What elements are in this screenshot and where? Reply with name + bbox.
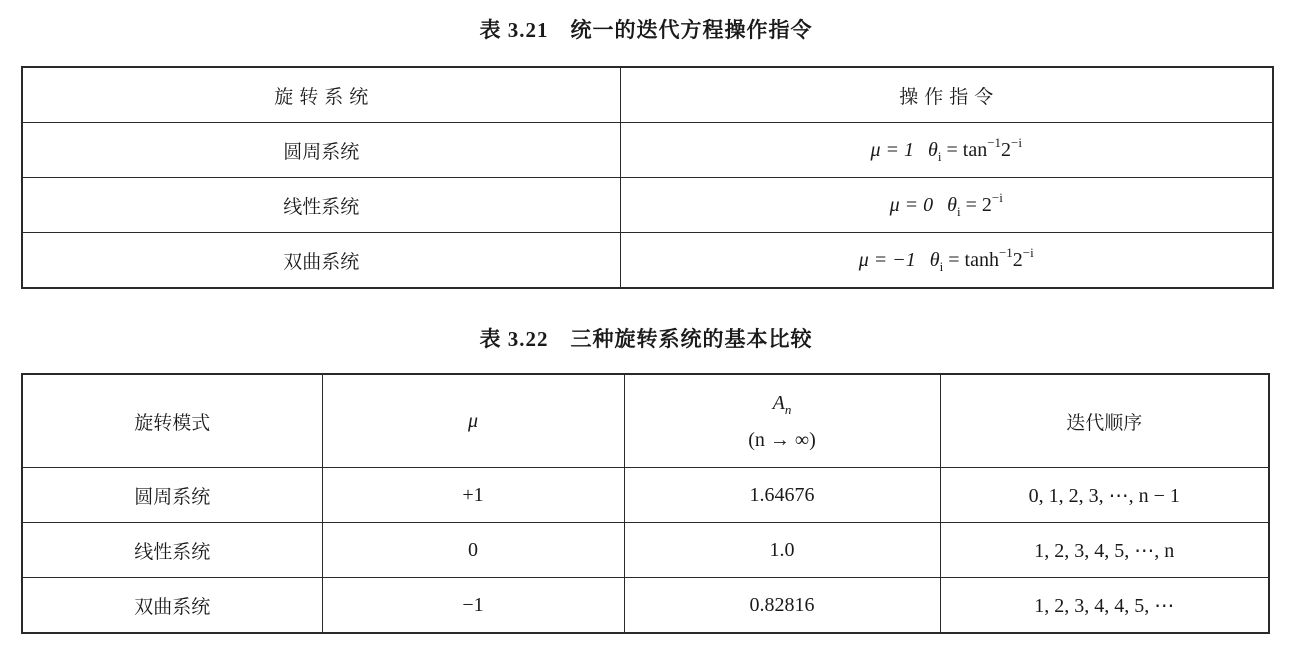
header-operation-instruction: 操 作 指 令	[620, 67, 1273, 123]
system-name: 双曲系统	[22, 233, 620, 289]
table-row	[22, 468, 1269, 523]
instruction-formula: μ = −1 $\theta_i = \tanh^{-1}2^{-i}$	[620, 233, 1273, 289]
rotation-comparison-table	[21, 373, 1270, 634]
header-rotation-mode: 旋转模式	[22, 374, 322, 468]
table-row	[22, 178, 1273, 233]
header-rotation-system: 旋 转 系 统	[22, 67, 620, 123]
table-row	[22, 233, 1273, 289]
mu-value: μ = −1	[858, 249, 916, 271]
header-iteration-order: 迭代顺序	[940, 374, 1269, 468]
an-value: 1.0	[624, 523, 940, 578]
mu-value: −1	[322, 578, 624, 634]
operation-instruction-table	[21, 66, 1274, 289]
header-mu: μ	[322, 374, 624, 468]
mu-value: 0	[322, 523, 624, 578]
system-name: 线性系统	[22, 178, 620, 233]
caption-title: 统一的迭代方程操作指令	[570, 18, 813, 42]
mode-name: 双曲系统	[22, 578, 322, 634]
caption-number: 表 3.21	[479, 18, 549, 42]
mode-name: 线性系统	[22, 523, 322, 578]
caption-number: 表 3.22	[479, 327, 549, 351]
table-row	[22, 523, 1269, 578]
system-name: 圆周系统	[22, 123, 620, 178]
mu-value: +1	[322, 468, 624, 523]
iteration-order: 1, 2, 3, 4, 4, 5, ⋯	[940, 578, 1269, 634]
header-an: $A_n$ (n → ∞)	[624, 374, 940, 468]
mu-value: μ = 0	[889, 194, 934, 216]
table-row	[22, 123, 1273, 178]
table-header-row	[22, 67, 1273, 123]
an-value: 1.64676	[624, 468, 940, 523]
table-header-row	[22, 374, 1269, 468]
iteration-order: 1, 2, 3, 4, 5, ⋯, n	[940, 523, 1269, 578]
table-3-21-caption	[0, 14, 1292, 44]
iteration-order: 0, 1, 2, 3, ⋯, n − 1	[940, 468, 1269, 523]
caption-title: 三种旋转系统的基本比较	[570, 327, 813, 351]
table-3-22-caption	[0, 323, 1292, 353]
mode-name: 圆周系统	[22, 468, 322, 523]
table-row	[22, 578, 1269, 634]
instruction-formula: μ = 1 $\theta_i = \tan^{-1}2^{-i}$	[620, 123, 1273, 178]
mu-value: μ = 1	[870, 139, 915, 161]
instruction-formula: μ = 0 $\theta_i = 2^{-i}$	[620, 178, 1273, 233]
an-value: 0.82816	[624, 578, 940, 634]
